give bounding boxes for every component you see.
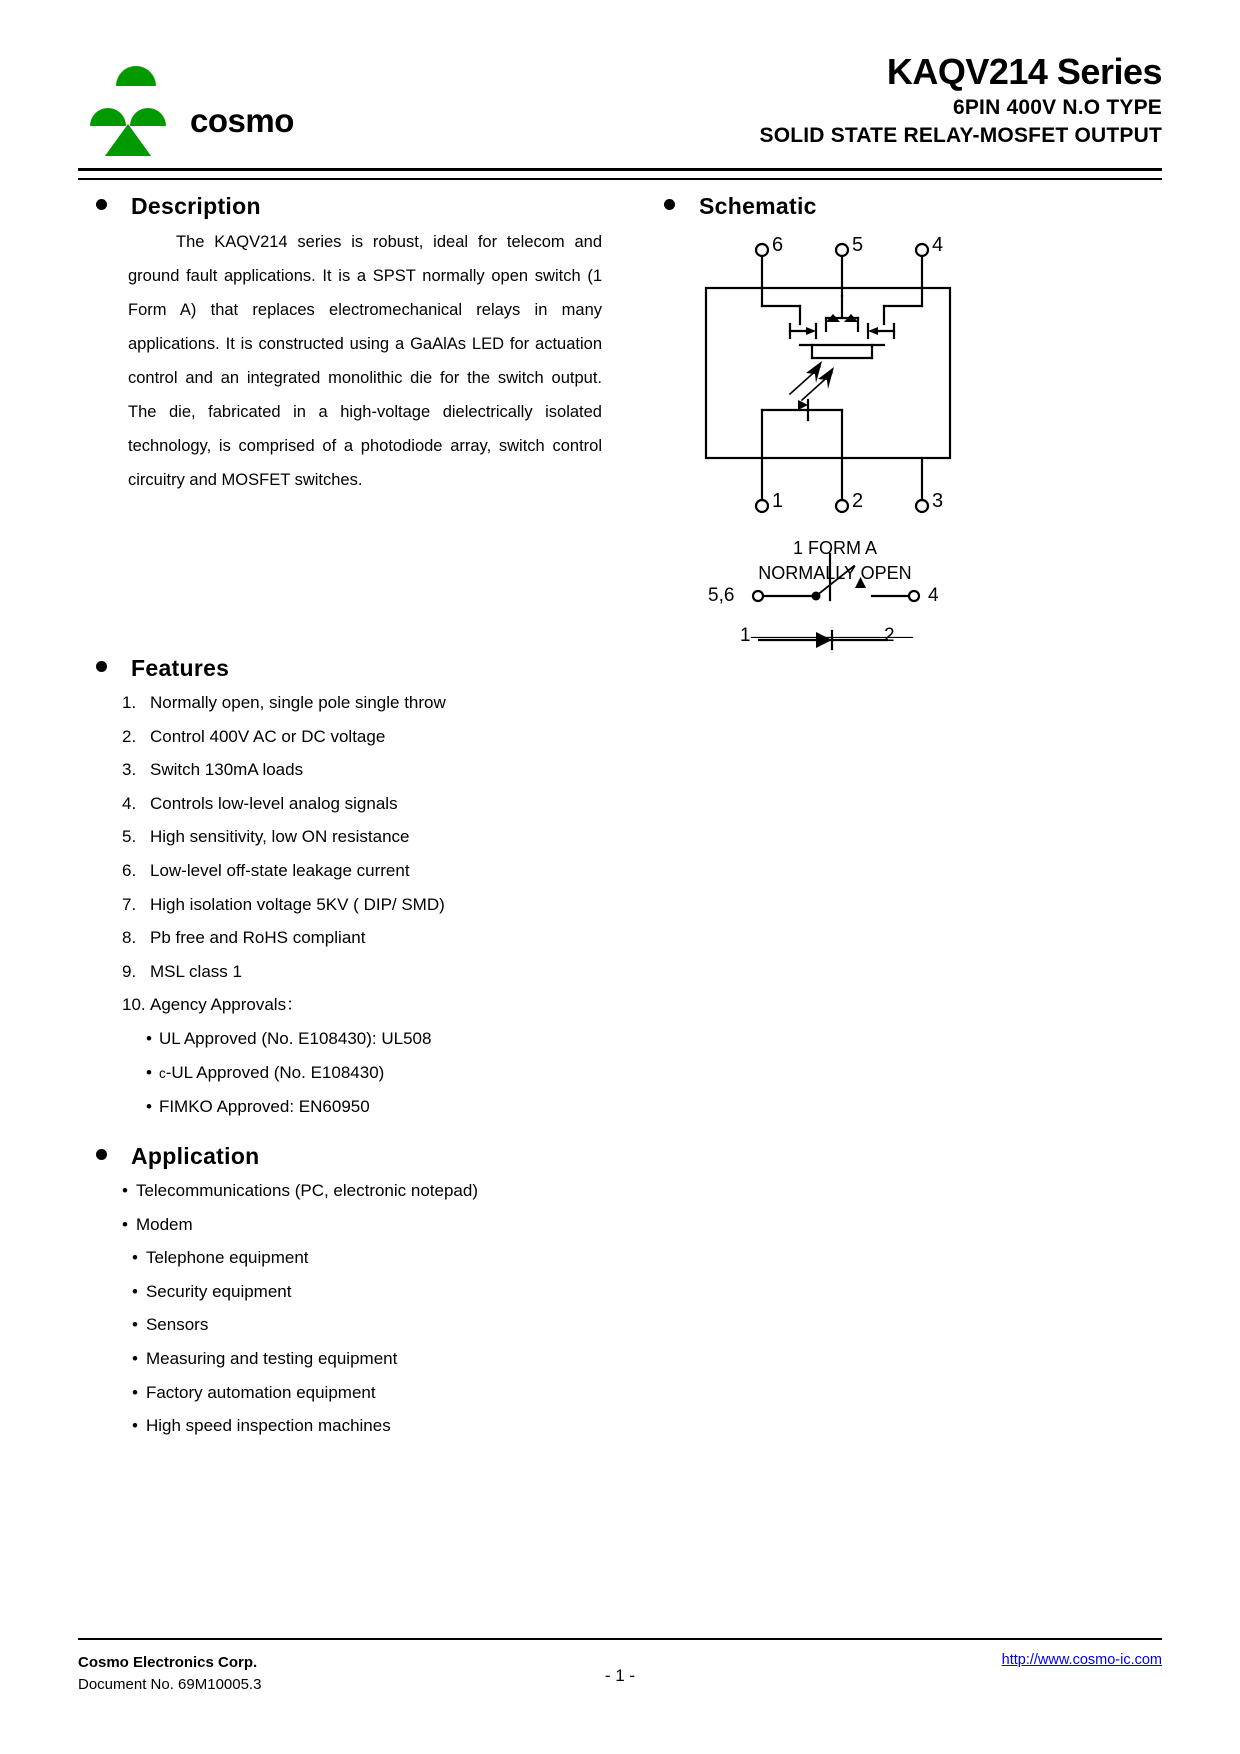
feature-item	[122, 955, 682, 989]
application-item	[122, 1409, 722, 1443]
feature-number: 3.	[122, 760, 137, 780]
application-text: High speed inspection machines	[145, 1416, 391, 1436]
led-arrows	[798, 361, 834, 410]
application-bullet-icon: •	[132, 1416, 138, 1436]
feature-number: 9.	[122, 961, 137, 981]
approval-text: -UL Approved (No. E108430)	[165, 1062, 385, 1082]
bullet-dot-icon	[96, 1149, 107, 1160]
feature-number: 5.	[122, 827, 137, 847]
application-text: Measuring and testing equipment	[145, 1348, 398, 1368]
approval-bullet-icon: •	[146, 1028, 152, 1048]
application-text: Factory automation equipment	[145, 1382, 376, 1402]
feature-number: 2.	[122, 726, 137, 746]
switch-terminal-label-right: 4	[928, 585, 939, 606]
approval-bullet-icon: •	[146, 1062, 152, 1082]
bullet-dot-icon	[664, 199, 675, 210]
header-title-block	[362, 50, 1162, 150]
application-item	[122, 1208, 722, 1242]
feature-text: Agency Approvals：	[150, 995, 304, 1015]
feature-item	[122, 753, 682, 787]
application-bullet-icon: •	[132, 1248, 138, 1268]
application-text: Security equipment	[145, 1281, 292, 1301]
application-bullet-icon: •	[132, 1348, 138, 1368]
header-divider	[78, 168, 1162, 180]
feature-item	[122, 787, 682, 821]
footer-website-link[interactable]: http://www.cosmo-ic.com	[1001, 1652, 1162, 1668]
footer-divider	[78, 1638, 1162, 1640]
features-heading-label: Features	[131, 655, 230, 681]
approval-bullet-icon: •	[146, 1097, 152, 1117]
schematic-heading-label: Schematic	[699, 193, 817, 219]
application-list	[122, 1174, 722, 1443]
led-terminal-label-left: 1	[740, 625, 751, 646]
feature-item	[122, 720, 682, 754]
feature-text: High sensitivity, low ON resistance	[150, 827, 410, 847]
bullet-dot-icon	[96, 661, 107, 672]
feature-text: Low-level off-state leakage current	[150, 860, 410, 880]
page-subtitle-1: 6PIN 400V N.O TYPE	[952, 96, 1162, 119]
feature-text: Control 400V AC or DC voltage	[150, 726, 386, 746]
pin-label-4: 4	[932, 234, 944, 256]
section-heading-schematic	[664, 193, 817, 220]
application-bullet-icon: •	[132, 1382, 138, 1402]
company-logo	[78, 58, 378, 158]
feature-text: Normally open, single pole single throw	[150, 693, 446, 712]
application-item	[122, 1174, 722, 1208]
feature-number: 7.	[122, 894, 137, 914]
feature-item	[122, 888, 682, 922]
application-item	[122, 1342, 722, 1376]
application-item	[122, 1308, 722, 1342]
pin-label-5: 5	[852, 234, 864, 256]
feature-number: 4.	[122, 793, 137, 813]
feature-number: 6.	[122, 860, 137, 880]
feature-number: 1.	[122, 693, 137, 712]
application-item	[122, 1376, 722, 1410]
application-item	[122, 1275, 722, 1309]
feature-text: MSL class 1	[150, 961, 242, 981]
application-heading-label: Application	[131, 1143, 260, 1169]
approval-text: FIMKO Approved: EN60950	[158, 1097, 370, 1117]
feature-text: Switch 130mA loads	[150, 760, 304, 780]
led-bottom-arrow-svg	[758, 628, 888, 652]
application-text: Telecommunications (PC, electronic notepad)	[135, 1181, 479, 1200]
pin-label-6: 6	[772, 234, 784, 256]
application-bullet-icon: •	[122, 1181, 128, 1200]
led-terminal-label-right: 2	[884, 625, 895, 646]
footer-document-number: Document No. 69M10005.3	[78, 1676, 262, 1693]
application-bullet-icon: •	[132, 1281, 138, 1301]
description-heading-label: Description	[131, 193, 261, 219]
feature-item	[122, 820, 682, 854]
page-subtitle-2: SOLID STATE RELAY-MOSFET OUTPUT	[759, 124, 1162, 147]
section-heading-features	[96, 655, 229, 682]
feature-item	[122, 921, 682, 955]
approval-item	[146, 1090, 682, 1124]
application-text: Modem	[135, 1214, 193, 1234]
description-paragraph: The KAQV214 series is robust, ideal for telecom and ground fault applications. It is a SPST normally open switch (1 Form A) that replaces electromechanical relays in many applications. It is constructed using a GaAlAs LED for actuation control and an integrated monolithic die for the switch output. The die, fabricated in a high-voltage dielectrically isolated technology, is comprised of a photodiode array, switch control circuitry and MOSFET switches.	[128, 233, 602, 489]
features-list	[122, 686, 682, 1124]
approval-prefix: c	[158, 1065, 166, 1081]
application-item	[122, 1241, 722, 1275]
footer-company-name: Cosmo Electronics Corp.	[78, 1654, 258, 1671]
section-heading-application	[96, 1143, 260, 1170]
feature-item	[122, 854, 682, 888]
page-title: KAQV214 Series	[886, 51, 1162, 92]
application-text: Sensors	[145, 1315, 209, 1335]
application-text: Telephone equipment	[145, 1248, 309, 1268]
schematic-caption-line2: NORMALLY OPEN	[758, 563, 912, 583]
pin-label-3: 3	[932, 490, 944, 512]
feature-text: Controls low-level analog signals	[150, 793, 398, 813]
section-heading-description	[96, 193, 261, 220]
application-bullet-icon: •	[122, 1214, 128, 1234]
pin-label-2: 2	[852, 490, 864, 512]
feature-item	[122, 988, 682, 1022]
description-body	[128, 225, 602, 497]
switch-terminal-label-left: 5,6	[708, 585, 735, 606]
page-header	[78, 50, 1162, 160]
schematic-diagram	[640, 228, 1060, 646]
footer-page-number: - 1 -	[604, 1666, 636, 1685]
feature-item	[122, 686, 682, 720]
pin-label-1: 1	[772, 490, 784, 512]
feature-number: 8.	[122, 928, 137, 948]
feature-text: High isolation voltage 5KV ( DIP/ SMD)	[150, 894, 445, 914]
feature-text: Pb free and RoHS compliant	[150, 928, 366, 948]
approval-item	[146, 1022, 682, 1056]
schematic-caption-line1: 1 FORM A	[792, 538, 877, 558]
application-bullet-icon: •	[132, 1315, 138, 1335]
bullet-dot-icon	[96, 199, 107, 210]
approval-text: UL Approved (No. E108430): UL508	[158, 1028, 432, 1048]
logo-wordmark: cosmo	[190, 102, 294, 139]
page-footer	[78, 1644, 1162, 1704]
feature-number: 10.	[122, 995, 146, 1015]
cosmo-tree-logo-icon	[86, 64, 186, 156]
approval-item	[146, 1056, 682, 1091]
